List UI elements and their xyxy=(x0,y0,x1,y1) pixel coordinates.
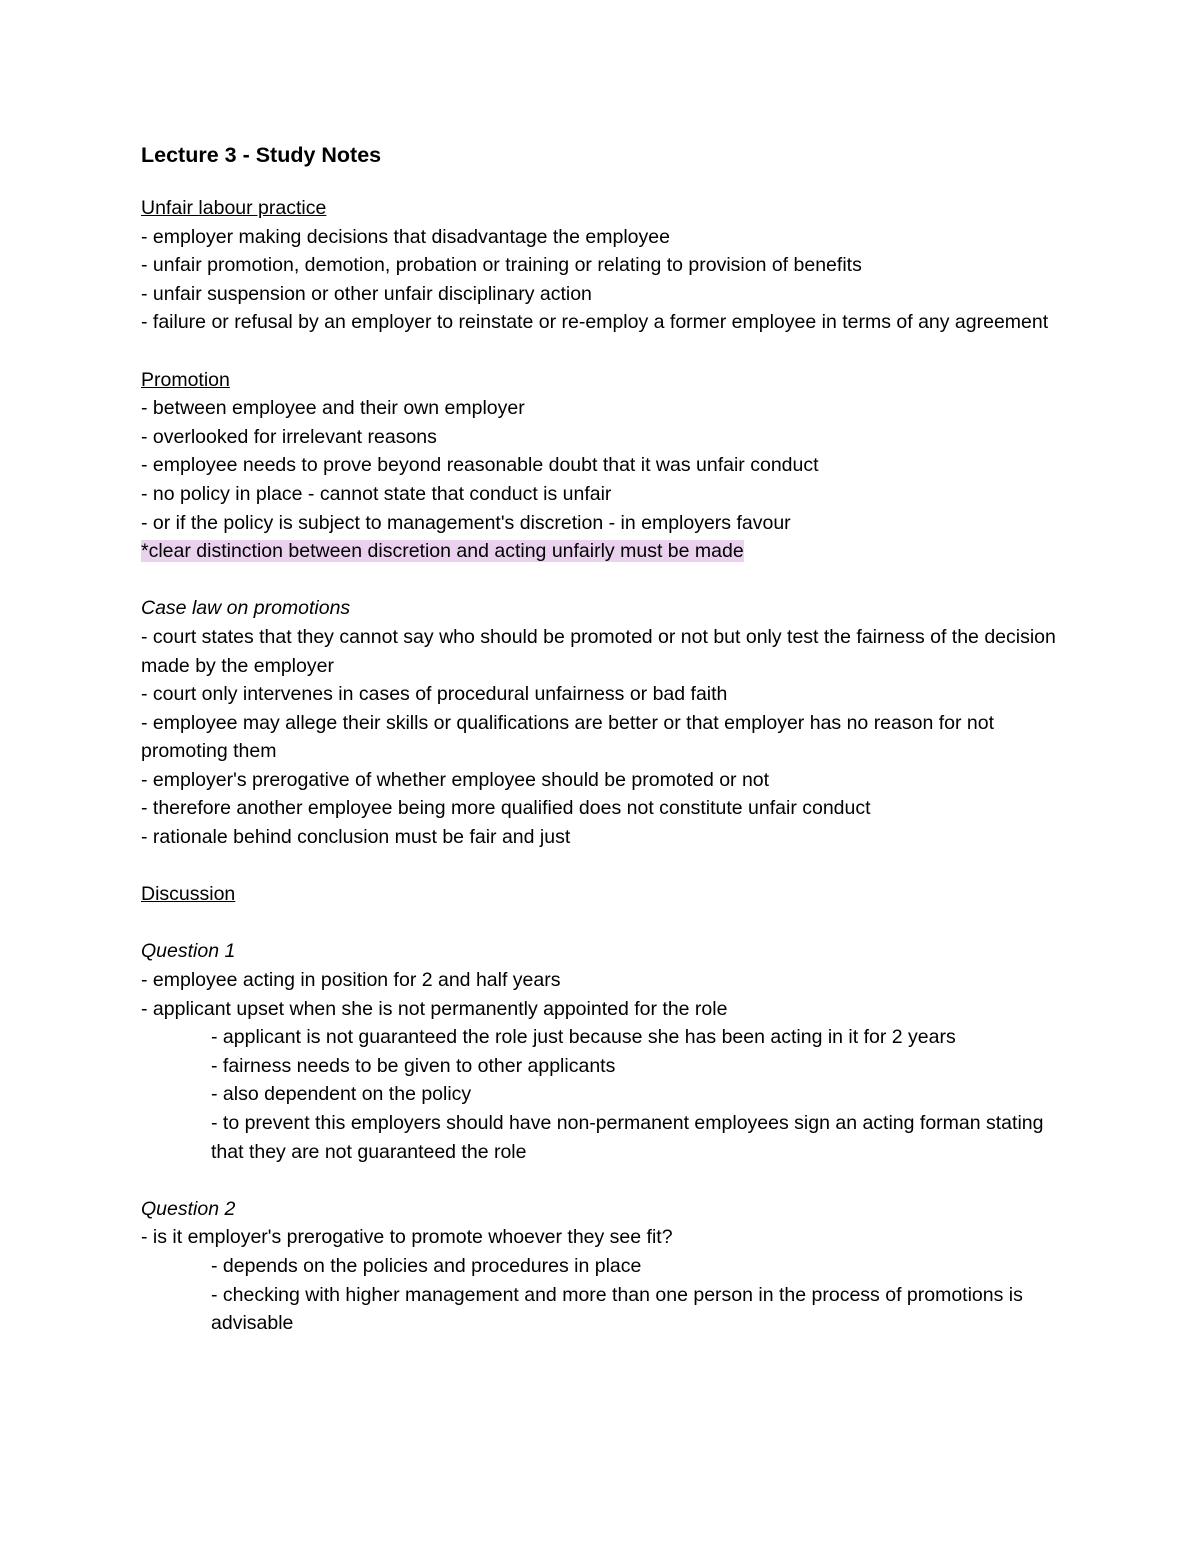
list-item: - no policy in place - cannot state that conduct is unfair xyxy=(141,482,612,505)
list-item: - rationale behind conclusion must be fair and just xyxy=(141,826,571,849)
highlighted-note xyxy=(141,537,1061,566)
sub-list-item: - to prevent this employers should have non-permanent employees sign an acting forman stating that they are not guaranteed the role xyxy=(211,1112,1049,1163)
list-item: - is it employer's prerogative to promote whoever they see fit? xyxy=(141,1226,673,1249)
document-page xyxy=(141,138,1061,1338)
list-item: - court only intervenes in cases of procedural unfairness or bad faith xyxy=(141,683,728,706)
paragraph-spacer xyxy=(141,1166,1061,1195)
list-item: - applicant upset when she is not permanently appointed for the role xyxy=(141,997,728,1020)
section-heading-discussion: Discussion xyxy=(141,883,236,906)
list-item: - employer making decisions that disadvantage the employee xyxy=(141,225,670,248)
sub-list-item: - also dependent on the policy xyxy=(211,1083,472,1106)
list-item: - employee acting in position for 2 and half years xyxy=(141,969,561,992)
section-heading-promotion: Promotion xyxy=(141,368,230,391)
list-item: - therefore another employee being more qualified does not constitute unfair conduct xyxy=(141,797,871,820)
list-item: - overlooked for irrelevant reasons xyxy=(141,425,437,448)
sub-list-item: - applicant is not guaranteed the role just because she has been acting in it for 2 years xyxy=(211,1026,956,1049)
paragraph-spacer xyxy=(141,852,1061,881)
sub-list-item: - fairness needs to be given to other applicants xyxy=(211,1054,616,1077)
list-item: - failure or refusal by an employer to reinstate or re-employ a former employee in terms of any agreement xyxy=(141,311,1049,334)
question-1-label: Question 1 xyxy=(141,940,236,963)
sub-list-item: - checking with higher management and more than one person in the process of promotions is advisable xyxy=(211,1283,1029,1335)
list-item: - unfair suspension or other unfair disciplinary action xyxy=(141,282,592,305)
page-title: Lecture 3 - Study Notes xyxy=(141,143,382,167)
list-item: - employee needs to prove beyond reasonable doubt that it was unfair conduct xyxy=(141,454,819,477)
paragraph-spacer xyxy=(141,566,1061,595)
list-item: - or if the policy is subject to management's discretion - in employers favour xyxy=(141,511,791,534)
list-item: - between employee and their own employer xyxy=(141,397,525,420)
paragraph-spacer xyxy=(141,909,1061,938)
sub-list-item: - depends on the policies and procedures in place xyxy=(211,1254,642,1277)
highlight-text: *clear distinction between discretion and acting unfairly must be made xyxy=(141,540,744,563)
paragraph-spacer xyxy=(141,337,1061,366)
list-item: - employee may allege their skills or qualifications are better or that employer has no reason for not promoting them xyxy=(141,711,1000,763)
subsection-heading-case-law: Case law on promotions xyxy=(141,597,351,620)
list-item: - employer's prerogative of whether employee should be promoted or not xyxy=(141,768,770,791)
list-item: - court states that they cannot say who should be promoted or not but only test the fairness of the decision made by the employer xyxy=(141,625,1062,677)
question-2-label: Question 2 xyxy=(141,1197,236,1220)
list-item: - unfair promotion, demotion, probation or training or relating to provision of benefits xyxy=(141,254,862,277)
section-heading-unfair-labour: Unfair labour practice xyxy=(141,197,327,219)
